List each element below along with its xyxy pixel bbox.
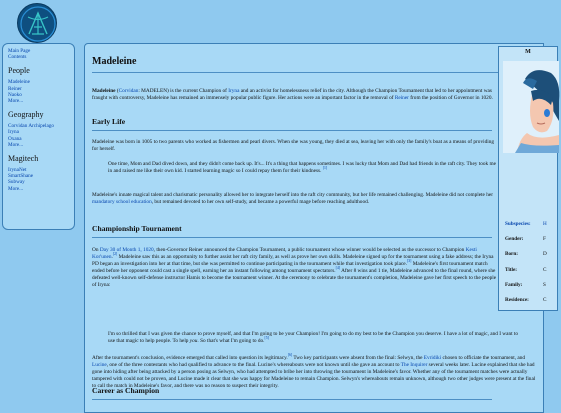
infobox-row-subspecies — [505, 221, 561, 227]
the-inquirer-link[interactable]: The Inquirer — [400, 361, 428, 368]
infobox-value: C — [543, 267, 547, 273]
ref-1-link[interactable]: [1] — [322, 166, 328, 171]
intro-name: Madeleine — [92, 88, 116, 94]
sidebar-item-magitech-more[interactable]: More... — [8, 185, 24, 192]
sidebar-item-madeleine[interactable]: Madeleine — [8, 79, 30, 86]
infobox-key: Residence: — [505, 297, 529, 303]
reiner-link[interactable]: Reiner — [394, 94, 409, 101]
evridiki-link[interactable]: Evridiki — [423, 355, 442, 361]
infobox-key: Family: — [505, 282, 523, 288]
sidebar-item-people-more[interactable]: More... — [8, 98, 24, 105]
sidebar-heading-geography: Geography — [8, 110, 44, 120]
infobox-key[interactable]: Subspecies: — [505, 221, 531, 227]
championship-speech-quote — [108, 331, 523, 345]
paragraph-text: Madeleine's first tournament match ended before her opponent could cast a single spell, earning her an instant following among tournament spectators. — [92, 260, 488, 274]
sidebar-heading-people: People — [8, 66, 30, 76]
mandatory-school-education-link[interactable]: mandatory school education — [92, 198, 152, 205]
sidebar-link-contents[interactable]: Contents — [8, 54, 27, 61]
paragraph-text: Madeleine's innate magical talent and charismatic personality allowed her to integrate herself into the raft city community, but her life remained challenging. Madeleine did not complete her — [92, 192, 493, 198]
early-life-paragraph: Madeleine was born in 1005 to two parents who worked as fishermen and pearl divers. When she was young, they died at sea, leaving her with only the family's boat as a means of providing for herself. — [92, 139, 494, 152]
quote-emphasis: you — [189, 337, 198, 344]
intro-text: from the position of Governor in 1020. — [408, 94, 493, 101]
portrait-image — [503, 61, 559, 153]
infobox-row-born — [505, 251, 561, 257]
sidebar-heading-magitech: Magitech — [8, 154, 39, 164]
sidebar-item-smartshane[interactable]: SmartShane — [8, 173, 34, 180]
quote-text: . So that's what I'm going to do. — [197, 337, 265, 344]
sidebar-item-geography-more[interactable]: More... — [8, 141, 24, 148]
section-divider — [92, 399, 492, 400]
quote-text: One time, Mom and Dad dived down, and they didn't come back up. It's... It's a thing that happens sometimes. I was lucky that Mom and Dad had friends in the raft city. They took me in and raised me like their own kid. I started learning magic so I could repay them for their kindness. — [108, 161, 496, 174]
sidebar-item-naoko[interactable]: Naoko — [8, 91, 22, 98]
sidebar-nav — [2, 43, 75, 230]
paragraph-text: , one of the three contestants who had qualified to advance to the final. Lucine's whereabouts were not known until she gave an account to — [106, 361, 401, 368]
paragraph-text: several weeks later. Lucine explained that she had gone into hiding after being attacked by a person posing as Selwyn, who had attempted to bribe her into throwing the tournament in Madeleine's favor. Whether any of the tournament matches were actually tampered with could not be proven, and Lucine made it clear that she was happy for Madeleine to remain Champion. Selwyn's whereabouts remain unknown, although two other judges were present at the final to call the match in Madeleine's favor, and there was no reason to suspect their integrity. — [92, 361, 536, 389]
section-heading-career: Career as Champion — [92, 386, 160, 395]
early-life-paragraph-2 — [92, 192, 497, 206]
sidebar-item-iryna[interactable]: Iryna — [8, 129, 19, 136]
lucine-link[interactable]: Lucine — [92, 361, 107, 368]
paragraph-text: , then-Governor Reiner announced the Champion Tournament, a public tournament whose winner would be selected as the successor to Champion — [153, 247, 466, 253]
kesti-korunen-link[interactable]: Kesti Kor'unen — [92, 247, 477, 260]
ref-4-link[interactable]: [4] — [335, 265, 341, 270]
intro-text: ( — [115, 88, 119, 94]
ref-3-link[interactable]: [3] — [406, 259, 412, 264]
championship-paragraph: On Day 30 of Month 1, 1020, then-Governor Reiner announced the Champion Tournament, a public tournament whose winner would be selected as the successor to Champion Kesti Kor'unen.[2] Madeleine saw this as an opportunity to further assist her raft city family, as well as prove her own skills. Madeleine signed up for the tournament using a fake address; the Iryna PD began an investigation into her at that time, but she was permitted to continue participating in the tournament while that investigation took place.[3] Madeleine's first tournament match ended before her opponent could cast a single spell, earning her an instant following among tournament spectators.[4] After 8 wins and 1 tie, Madeleine advanced to the final round, where she defeated well-known self-defense instructor Hamis to become the tournament winner. At the ceremony to celebrate the tournament's completion, Madeleine gave her first speech to the people of Iryna: — [92, 247, 497, 288]
paragraph-text: After 8 wins and 1 tie, Madeleine advanced to the final round, where she defeated well-known self-defense instructor Hamis to become the tournament winner. At the ceremony to celebrate the tournament's completion, Madeleine gave her first speech to the people of Iryna: — [92, 267, 497, 288]
infobox-value: S — [543, 282, 546, 288]
paragraph-text: , but remained devoted to her own self-study, and became a powerful mage before reaching adulthood. — [151, 198, 370, 205]
section-heading-early-life: Early Life — [92, 117, 126, 126]
paragraph-text: Two key participants were absent from the final: Selwyn, the — [292, 355, 424, 361]
ref-2-link[interactable]: [2] — [112, 252, 118, 257]
infobox-row-residence — [505, 297, 561, 303]
infobox-key: Title: — [505, 267, 518, 273]
infobox-value[interactable]: H — [543, 221, 547, 227]
paragraph-text: On — [92, 247, 100, 253]
section-divider — [92, 130, 492, 131]
paragraph-text: After the tournament's conclusion, evidence emerged that called into question its legitimacy. — [92, 355, 288, 361]
infobox-title: M — [525, 49, 531, 55]
infobox-key: Born: — [505, 251, 518, 257]
infobox-value: F — [543, 236, 546, 242]
section-heading-championship: Championship Tournament — [92, 224, 182, 233]
intro-text: an important factor in the removal of — [315, 94, 395, 101]
ref-5-link[interactable]: [5] — [264, 336, 269, 341]
ref-6-link[interactable]: [6] — [287, 353, 293, 358]
title-divider — [92, 72, 532, 73]
corvidan-link[interactable]: Corvidan — [118, 88, 139, 94]
sidebar-item-reiner[interactable]: Reiner — [8, 85, 22, 92]
infobox-row-title — [505, 267, 561, 273]
page-title: Madeleine — [92, 56, 137, 67]
iryna-link[interactable]: Iryna — [228, 88, 240, 94]
intro-text: : MADELEN) is the current Champion of — [138, 88, 229, 94]
intro-text: and an activist for homelessness relief in the city. Although the Champion — [239, 88, 398, 94]
portrait-illustration — [503, 61, 559, 153]
sidebar-item-corvidan-archipelago[interactable]: Corvidan Archipelago — [8, 123, 54, 130]
infobox-value: C — [543, 297, 547, 303]
character-infobox — [498, 46, 558, 311]
sidebar-link-main-page[interactable]: Main Page — [8, 48, 31, 54]
infobox-value: D — [543, 251, 547, 257]
infobox-row-gender — [505, 236, 561, 242]
site-logo[interactable] — [17, 3, 57, 43]
intro-text: Tournament that led to her appointment was fraught with controversy, Madeleine has remained an immensely popular public figure. Her actions were — [92, 88, 492, 101]
sidebar-item-irynanet[interactable]: IrynaNet — [8, 167, 27, 174]
sidebar-item-oxana[interactable]: Oxana — [8, 135, 22, 142]
sidebar-item-subway[interactable]: Subway — [8, 179, 25, 186]
early-life-quote — [108, 161, 498, 175]
intro-paragraph — [92, 88, 497, 102]
quote-text: I'm so thrilled that I was given the chance to prove myself, and that I'm going to be your Champion! I'm going to do my best to be the Champion you deserve. I have a lot of magic, and I want to use that magic to help people. To help — [108, 331, 519, 344]
paragraph-text: Madeleine saw this as an opportunity to further assist her raft city family, as well as prove her own skills. Madeleine signed up for the tournament using a fake address; the Iryna PD began an investigation into her at that time, but she was permitted to continue participating in the tournament while that investigation took place. — [92, 253, 494, 267]
legitimacy-paragraph — [92, 355, 537, 390]
section-divider — [92, 237, 492, 238]
paragraph-text: chosen to officiate the tournament, and — [441, 355, 526, 361]
infobox-key: Gender: — [505, 236, 524, 242]
date-link[interactable]: Day 30 of Month 1, 1020 — [99, 247, 154, 253]
tower-logo-icon — [18, 4, 58, 44]
infobox-row-family — [505, 282, 561, 288]
article-content — [84, 43, 547, 413]
